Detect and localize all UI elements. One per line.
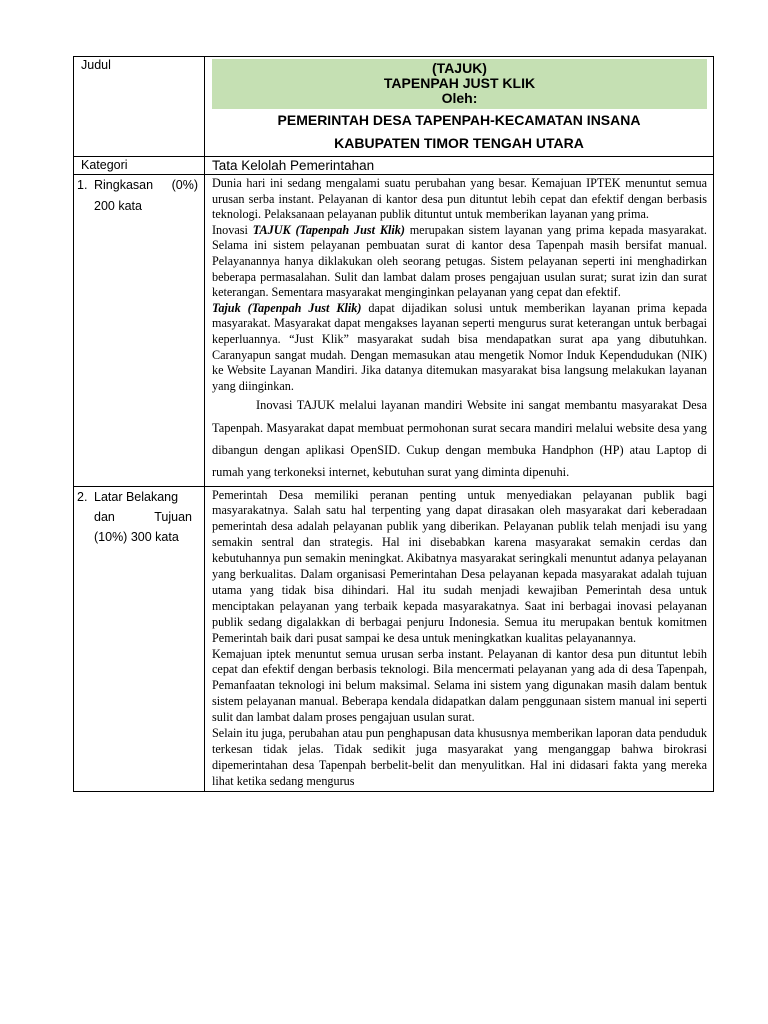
content-cell-ringkasan [205, 175, 714, 487]
label-cell-ringkasan [74, 175, 205, 487]
latar-paragraph-3: Selain itu juga, perubahan atau pun penghapusan data khususnya memberikan laporan data penduduk terkesan tidak jelas. Tidak sedikit juga masyarakat yang menganggap bahwa birokrasi dipemerintahan desa Tapenpah berbelit-belit dan menyulitkan. Hal ini didasari fakta yang mereka lihat ketika sedang mengurus [212, 726, 707, 788]
title-highlight-band [212, 59, 707, 109]
ringkasan-p2-rest: merupakan sistem layanan yang prima kepada masyarakat. Selama ini sistem pelayanan pembuatan surat di kantor desa Tapenpah masih bersifat manual. Pelayanannya hanya diklakukan oleh seorang petugas. Sistem pelayanan seperti ini menghadirkan beberapa permasalahan. Sulit dan lambat dalam proses pengajuan usulan surat; surat izin dan surat keterangan. Sementara masyarakat menginginkan pelayanan yang cepat dan efektif. [212, 222, 707, 300]
label-ringkasan-line1: Ringkasan (0%) [94, 178, 198, 192]
label-latar-line3: (10%) 300 kata [94, 529, 179, 544]
label-kategori: Kategori [81, 158, 128, 172]
row-ringkasan [74, 175, 714, 487]
ringkasan-body [205, 175, 713, 486]
title-line-tajuk: (TAJUK) [432, 60, 487, 76]
label-cell-latar [74, 486, 205, 791]
value-kategori: Tata Kelolah Pemerintahan [212, 158, 375, 173]
ringkasan-p2-emphasis: TAJUK (Tapenpah Just Klik) [252, 222, 405, 237]
label-cell-kategori [74, 157, 205, 175]
ringkasan-paragraph-1: Dunia hari ini sedang mengalami suatu perubahan yang besar. Kemajuan IPTEK menuntut semua urusan serba instant. Pelayanan di kantor desa pun dituntut lebih cepat dan efektif dengan berbasis teknologi. Pelaksanaan pelayanan publik dituntut untuk memberikan layanan yang prima. [212, 176, 707, 222]
ringkasan-p3-rest: dapat dijadikan solusi untuk memberikan layanan prima kepada masyarakat. Masyarakat dapat mengakses layanan seperti mengurus surat keterangan untuk berbagai keperluannya. “Just Klik” masyarakat sudah bisa mendapatkan surat apa yang dibutuhkan. Caranyapun sangat mudah. Dengan memasukan atau mengetik Nomor Induk Kependudukan (NIK) ke Website Layanan Mandiri. Jika datanya ditemukan masyarakat bisa langsung melakukan layanan yang diinginkan. [212, 300, 707, 393]
row-latar-belakang [74, 486, 714, 791]
label-judul: Judul [81, 58, 111, 72]
label-ringkasan-line2: 200 kata [94, 199, 142, 213]
label-cell-judul [74, 57, 205, 157]
latar-paragraph-2: Kemajuan iptek menuntut semua urusan serba instant. Pelayanan di kantor desa pun dituntut lebih cepat dan efektif dengan berbasis teknologi. Bila mencermati pelayanan yang ada di desa Tapenpah, Pemanfaatan teknologi ini belum maksimal. Selama ini sistem yang digunakan masih dalam bentuk sistem pelayanan manual. Beberapa kendala didapatkan dalam penggunaan sistem manual ini seperti sulit dan lambat dalam proses pengajuan usulan surat. [212, 646, 707, 725]
ringkasan-p3-emphasis: Tajuk (Tapenpah Just Klik) [212, 300, 362, 315]
value-cell-kategori [205, 157, 714, 175]
label-number-2: 2. [77, 489, 88, 504]
proposal-table [73, 56, 714, 792]
row-judul [74, 57, 714, 157]
title-line-oleh: Oleh: [441, 90, 478, 106]
latar-paragraph-1: Pemerintah Desa memiliki peranan penting untuk menyediakan pelayanan publik bagi masyarakatnya. Salah satu hal terpenting yang dapat dirasakan oleh masyarakat dari keberadaan pemerintah desa adalah pelayanan publik yang diberikan. Pelayanan publik telah menjadi isu yang semakin sentral dan strategis. Hal ini disebabkan karena masyarakat semakin cerdas dan kebutuhannya pun semakin meningkat. Akibatnya masyarakat seringkali menuntut adanya pelayanan yang berkualitas. Dalam organisasi Pemerintahan Desa pelayanan kepada masyarakat adalah tujuan utama yang tidak bisa dihindari. Hal itu sudah menjadi kewajiban Pemerintah desa untuk menciptakan pelayanan yang terbaik kepada masyarakatnya. Saat ini berbagai inovasi pelayanan publik sedang digalakkan di berbagai penjuru Indonesia. Semua itu merupakan bentuk komitmen Pemerintah baik dari pusat sampai ke desa untuk meningkatkan kualitas pelayanannya. [212, 487, 707, 645]
ringkasan-paragraph-4: Inovasi TAJUK melalui layanan mandiri Website ini sangat membantu masyarakat Desa Tapenpah. Masyarakat dapat membuat permohonan surat secara mandiri melalui website desa yang dibangun dengan aplikasi OpenSID. Cukup dengan membuka Handphon (HP) atau Laptop di rumah yang terkoneksi internet, kebutuhan surat yang diminta dipenuhi. [212, 398, 707, 480]
row-kategori [74, 157, 714, 175]
document-page [73, 56, 713, 792]
subtitle-line-1: PEMERINTAH DESA TAPENPAH-KECAMATAN INSANA [277, 112, 641, 128]
label-ringkasan [74, 175, 204, 217]
subtitle-line-2: KABUPATEN TIMOR TENGAH UTARA [334, 135, 584, 151]
latar-body [205, 487, 713, 791]
ringkasan-paragraph-3 [212, 301, 707, 395]
ringkasan-paragraph-2 [212, 223, 707, 301]
label-number-1: 1. [77, 178, 88, 192]
label-latar-line2: dan Tujuan [94, 509, 192, 524]
content-cell-latar [205, 486, 714, 791]
label-latar [74, 487, 204, 547]
title-line-name: TAPENPAH JUST KLIK [383, 75, 536, 91]
title-cell [205, 57, 714, 157]
ringkasan-p2-lead: Inovasi [212, 222, 253, 237]
label-latar-line1: Latar Belakang [94, 489, 179, 504]
